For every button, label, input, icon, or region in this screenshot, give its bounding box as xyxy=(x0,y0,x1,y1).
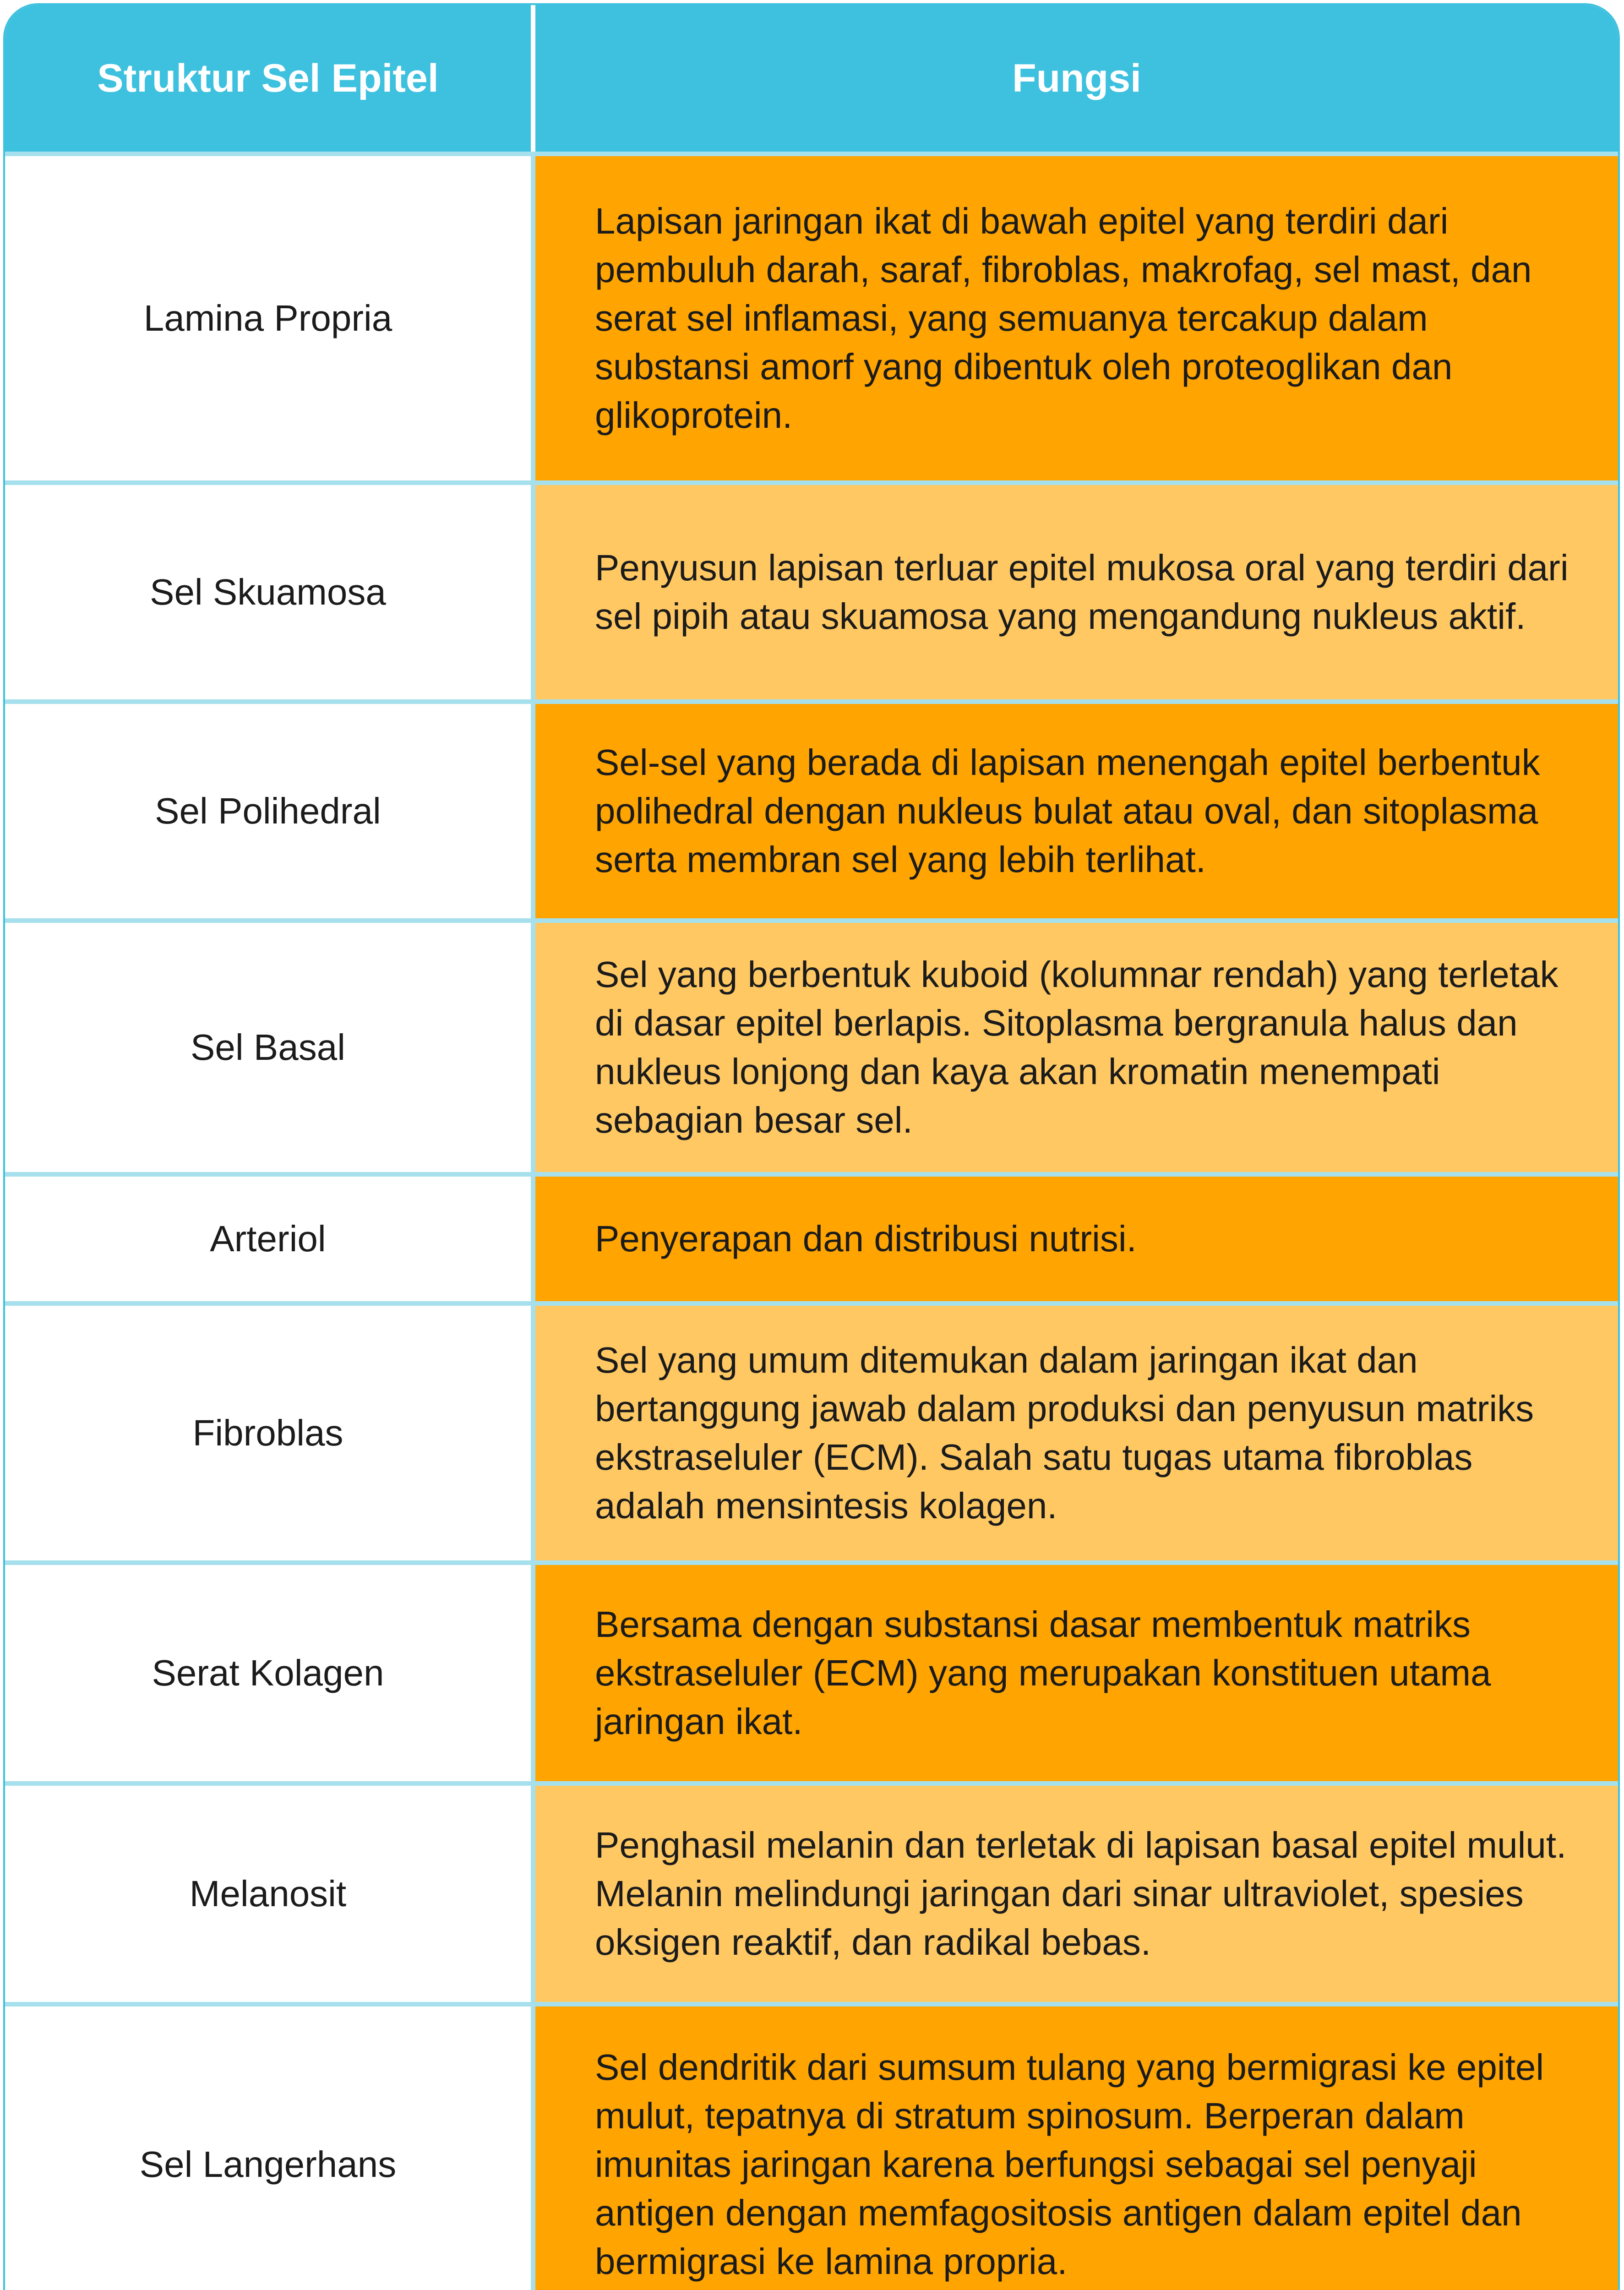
row-divider xyxy=(5,1172,1618,1177)
column-divider xyxy=(531,485,535,699)
row-divider xyxy=(5,1781,1618,1786)
table-row-label: Serat Kolagen xyxy=(5,1565,531,1781)
table-row-label: Sel Langerhans xyxy=(5,2006,531,2290)
table-row-description: Sel dendritik dari sumsum tulang yang bermigrasi ke epitel mulut, tepatnya di stratum spinosum. Berperan dalam imunitas jaringan karena berfungsi sebagai sel penyaji antigen dengan memfagositosis antigen dalam epitel dan bermigrasi ke lamina propria. xyxy=(535,2006,1618,2290)
row-divider xyxy=(5,2002,1618,2006)
table-row-description: Sel yang berbentuk kuboid (kolumnar rendah) yang terletak di dasar epitel berlapis. Sitoplasma bergranula halus dan nukleus lonjong dan kaya akan kromatin menempati sebagian besar sel. xyxy=(535,923,1618,1172)
column-header-structure: Struktur Sel Epitel xyxy=(5,5,531,152)
row-divider xyxy=(5,480,1618,485)
table-row-description: Penghasil melanin dan terletak di lapisan basal epitel mulut. Melanin melindungi jaringan dari sinar ultraviolet, spesies oksigen reaktif, dan radikal bebas. xyxy=(535,1786,1618,2002)
table-row-label: Sel Polihedral xyxy=(5,704,531,918)
table-row-description: Bersama dengan substansi dasar membentuk matriks ekstraseluler (ECM) yang merupakan konstituen utama jaringan ikat. xyxy=(535,1565,1618,1781)
column-divider xyxy=(531,704,535,918)
column-divider xyxy=(531,1177,535,1301)
column-header-function: Fungsi xyxy=(535,5,1618,152)
row-divider xyxy=(5,1560,1618,1565)
table-row-description: Lapisan jaringan ikat di bawah epitel yang terdiri dari pembuluh darah, saraf, fibroblas, makrofag, sel mast, dan serat sel inflamasi, yang semuanya tercakup dalam substansi amorf yang dibentuk oleh proteoglikan dan glikoprotein. xyxy=(535,156,1618,480)
table-row-label: Arteriol xyxy=(5,1177,531,1301)
header-divider xyxy=(531,5,535,152)
column-divider xyxy=(531,2006,535,2290)
column-divider xyxy=(531,1306,535,1560)
row-divider xyxy=(5,918,1618,923)
table-grid xyxy=(5,5,1618,2290)
table-row-label: Sel Skuamosa xyxy=(5,485,531,699)
column-divider xyxy=(531,923,535,1172)
table-row-label: Fibroblas xyxy=(5,1306,531,1560)
row-divider xyxy=(5,699,1618,704)
table-row-label: Melanosit xyxy=(5,1786,531,2002)
epithelial-structure-table xyxy=(3,3,1620,2290)
column-divider xyxy=(531,1786,535,2002)
table-row-description: Sel yang umum ditemukan dalam jaringan ikat dan bertanggung jawab dalam produksi dan penyusun matriks ekstraseluler (ECM). Salah satu tugas utama fibroblas adalah mensintesis kolagen. xyxy=(535,1306,1618,1560)
row-divider xyxy=(5,1301,1618,1306)
column-divider xyxy=(531,156,535,480)
row-divider xyxy=(5,152,1618,156)
table-row-description: Sel-sel yang berada di lapisan menengah epitel berbentuk polihedral dengan nukleus bulat atau oval, dan sitoplasma serta membran sel yang lebih terlihat. xyxy=(535,704,1618,918)
table-row-description: Penyerapan dan distribusi nutrisi. xyxy=(535,1177,1618,1301)
table-row-description: Penyusun lapisan terluar epitel mukosa oral yang terdiri dari sel pipih atau skuamosa yang mengandung nukleus aktif. xyxy=(535,485,1618,699)
table-row-label: Sel Basal xyxy=(5,923,531,1172)
column-divider xyxy=(531,1565,535,1781)
table-row-label: Lamina Propria xyxy=(5,156,531,480)
